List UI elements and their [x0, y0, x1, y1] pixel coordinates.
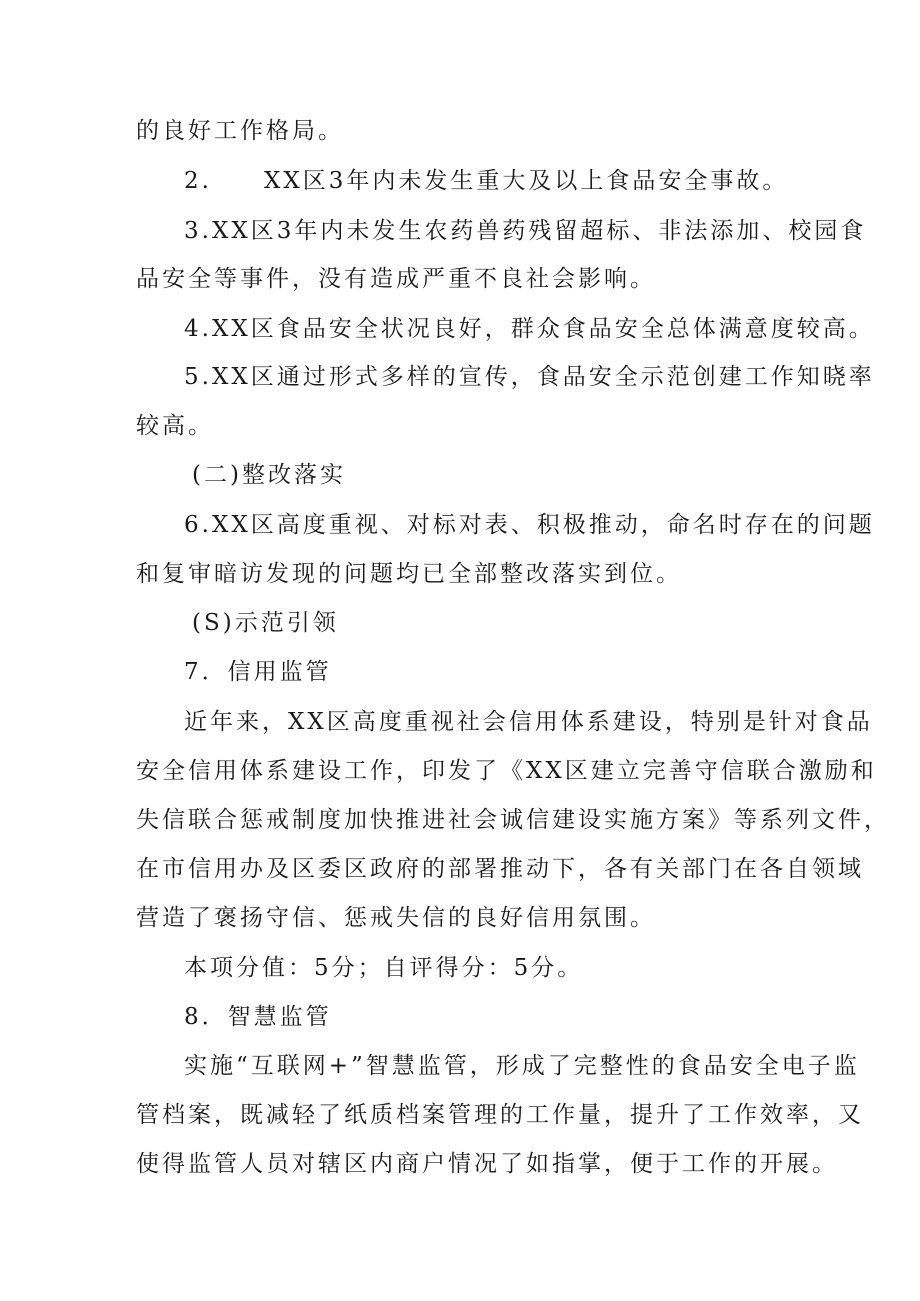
paragraph-line: 使得监管人员对辖区内商户情况了如指掌，便于工作的开展。 [136, 1151, 838, 1177]
subsection-heading: 7．信用监管 [184, 659, 332, 685]
paragraph-line: 安全信用体系建设工作，印发了《XX区建立完善守信联合激励和 [136, 758, 877, 784]
paragraph-line: 管档案，既减轻了纸质档案管理的工作量，提升了工作效率，又 [136, 1102, 864, 1128]
subsection-heading: 8．智慧监管 [184, 1004, 332, 1030]
score-line: 本项分值：5分；自评得分：5分。 [184, 955, 584, 981]
item-6-line: 6.XX区高度重视、对标对表、积极推动，命名时存在的问题 [184, 512, 875, 538]
paragraph-line: 实施“互联网+”智慧监管，形成了完整性的食品安全电子监 [184, 1053, 860, 1079]
paragraph-line: 在市信用办及区委区政府的部署推动下，各有关部门在各自领域 [136, 856, 864, 882]
paragraph-line: 品安全等事件，没有造成严重不良社会影响。 [136, 266, 656, 292]
paragraph-line: 近年来，XX区高度重视社会信用体系建设，特别是针对食品 [184, 709, 873, 735]
item-3-line: 3.XX区3年内未发生农药兽药残留超标、非法添加、校园食 [184, 218, 867, 244]
paragraph-line: 较高。 [136, 413, 214, 439]
section-heading: (二)整改落实 [192, 462, 346, 488]
item-4-line: 4.XX区食品安全状况良好，群众食品安全总体满意度较高。 [184, 316, 875, 342]
section-heading: (S)示范引领 [192, 610, 339, 636]
paragraph-line: 和复审暗访发现的问题均已全部整改落实到位。 [136, 561, 682, 587]
item-5-line: 5.XX区通过形式多样的宣传，食品安全示范创建工作知晓率 [184, 364, 875, 390]
paragraph-line: 的良好工作格局。 [136, 118, 344, 144]
paragraph-line: 失信联合惩戒制度加快推进社会诚信建设实施方案》等系列文件， [136, 807, 890, 833]
item-number: 2. [184, 168, 212, 194]
item-2-line [184, 166, 788, 196]
item-text: XX区3年内未发生重大及以上食品安全事故。 [263, 168, 789, 194]
paragraph-line: 营造了褒扬守信、惩戒失信的良好信用氛围。 [136, 905, 656, 931]
